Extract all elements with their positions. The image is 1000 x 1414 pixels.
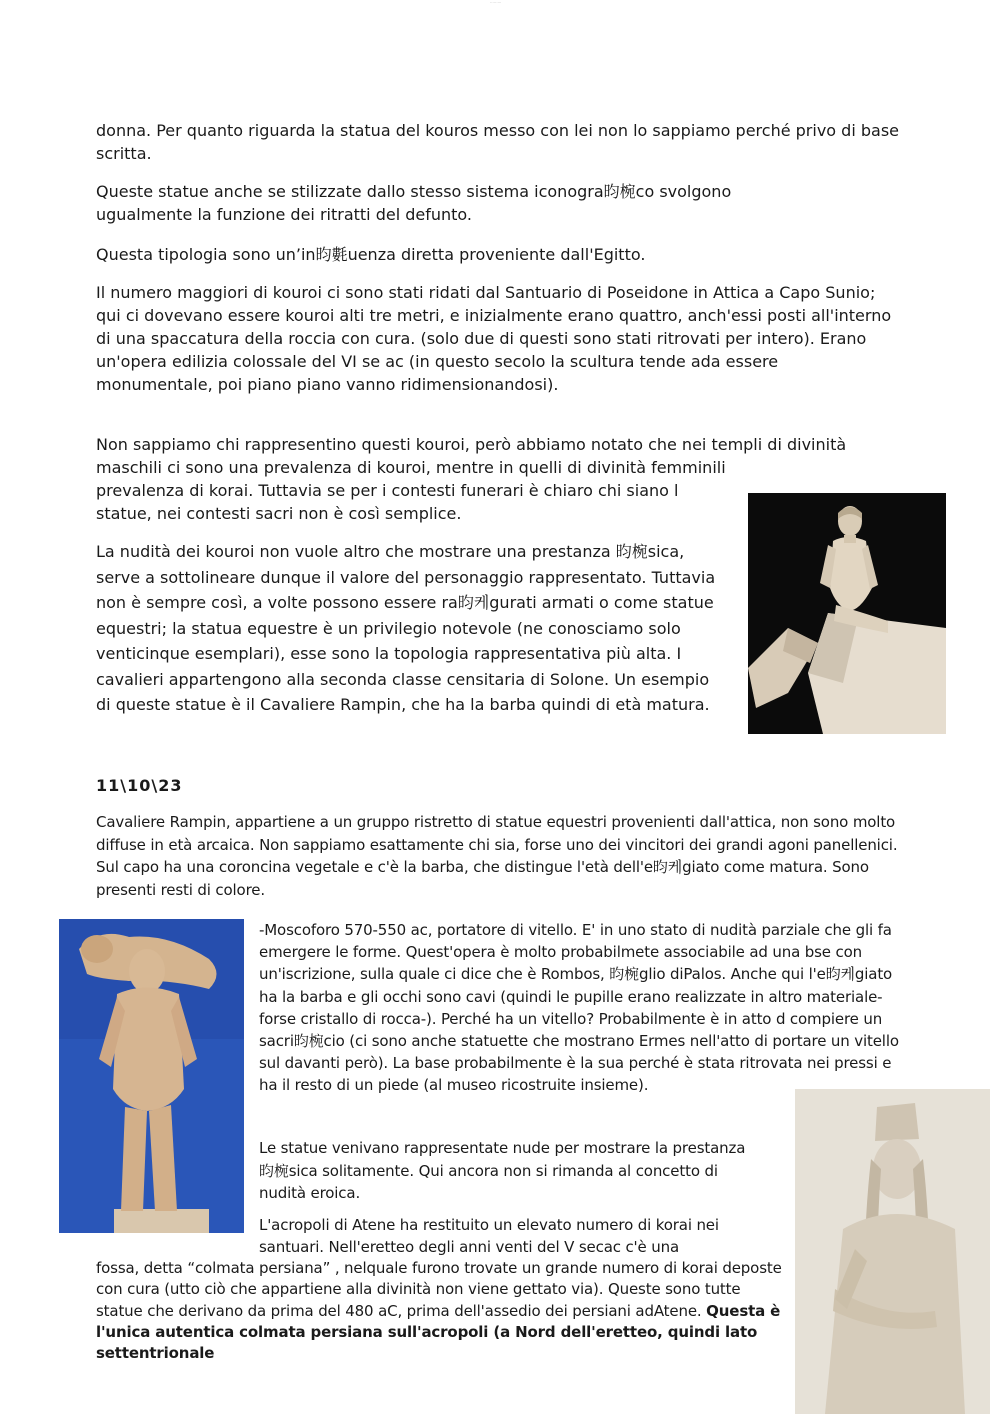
moscoforo-statue-illustration — [59, 919, 244, 1233]
kouros-statue-illustration — [748, 493, 946, 734]
paragraph-iconographic-system: Queste statue anche se stilizzate dallo stesso sistema iconogra昀椀co svolgono ugualmente la funzione dei ritratti del defunto. — [96, 182, 732, 224]
paragraph-moscoforo: -Moscoforo 570-550 ac, portatore di vitello. E' in uno stato di nudità parziale che gli fa emergere le forme. Quest'opera è molto probabilmete associabile ad una bse con un'iscrizione, sulla quale ci dice che è Rombos, 昀椀glio diPalos. Anche qui l'e昀케giato ha la barba e gli occhi sono cavi (quindi le pupille erano realizzate in altro materiale- forse cristallo di rocca-). Perché ha un vitello? Probabilmente è in atto d compiere un sacri昀椀cio (ci sono anche statuette che mostrano Ermes nell'atto di portare un vitello sul davanti però). La base probabilmente è la sua perché è stata ritrovata nei pressi e ha il resto di un piede (al museo ricostruite insieme). — [259, 921, 899, 1095]
colmata-persiana-bold-text: Questa è l'unica autentica colmata persiana sull'acropoli (a Nord dell'eretteo, quindi lato settentrionale — [96, 1301, 781, 1363]
paragraph-nudity-kouroi: La nudità dei kouroi non vuole altro che mostrare una prestanza 昀椀sica, serve a sottolineare dunque il valore del personaggio rappresentato. Tuttavia non è sempre così, a volte possono essere ra昀케gurati armati o come statue equestri; la statua equestre è un privilegio notevole (ne conosciamo solo venticinque esemplari), esse sono la topologia rappresentativa più alta. I cavalieri appartengono alla seconda classe censitaria di Solone. Un esempio di queste statue è il Cavaliere Rampin, che ha la barba quindi di età matura. — [96, 542, 716, 714]
paragraph-egypt-influence: Questa tipologia sono un’in昀氀uenza diretta proveniente dall'Egitto. — [96, 245, 646, 264]
page-watermark: ········· — [490, 0, 502, 5]
paragraph-cavaliere-rampin: Cavaliere Rampin, appartiene a un gruppo ristretto di statue equestri provenienti dall'attica, non sono molto diffuse in età arcaica. Non sappiamo esattamente chi sia, forse uno dei vincitori dei grandi agoni panellenici. Sul capo ha una coroncina vegetale e c'è la barba, che distingue l'età dell'e昀케giato come matura. Sono presenti resti di colore. — [96, 813, 898, 899]
moscoforo-statue-photo — [59, 919, 244, 1233]
paragraph-nude-statues: Le statue venivano rappresentate nude per mostrare la prestanza 昀椀sica solitamente. Qui ancora non si rimanda al concetto di nudità eroica. — [259, 1139, 746, 1202]
paragraph-kouros-base: donna. Per quanto riguarda la statua del kouros messo con lei non lo sappiamo perché privo di base scritta. — [96, 121, 899, 163]
paragraph-acropoli-korai: L'acropoli di Atene ha restituito un elevato numero di korai nei santuari. Nell'eretteo degli anni venti del V secac c'è una — [259, 1216, 719, 1256]
kore-statue-illustration — [795, 1089, 990, 1414]
kouros-statue-photo — [748, 493, 946, 734]
paragraph-korai-contexts: prevalenza di korai. Tuttavia se per i contesti funerari è chiaro chi siano l statue, nei contesti sacri non è così semplice. — [96, 481, 679, 523]
paragraph-colmata-persiana — [96, 1258, 786, 1364]
kore-statue-photo — [795, 1089, 990, 1414]
colmata-persiana-text: fossa, detta “colmata persiana” , nelquale furono trovate un grande numero di korai deposte con cura (utto ciò che appartiene alla divinità non viene gettato via). Queste sono tutte statue che derivano da prima del 480 aC, prima dell'assedio dei persiani adAtene. — [96, 1259, 782, 1320]
paragraph-capo-sunio: Il numero maggiori di kouroi ci sono stati ridati dal Santuario di Poseidone in Attica a Capo Sunio; qui ci dovevano essere kouroi alti tre metri, e inizialmente erano quattro, anch'essi posti all'interno di una spaccatura della roccia con cura. (solo due di questi sono stati ritrovati per intero). Erano un'opera edilizia colossale del VI se ac (in questo secolo la scultura tende ada essere monumentale, poi piano piano vanno ridimensionandosi). — [96, 283, 892, 394]
section-date: 11\10\23 — [96, 776, 183, 795]
paragraph-kouroi-temples: Non sappiamo chi rappresentino questi kouroi, però abbiamo notato che nei templi di divinità maschili ci sono una prevalenza di kouroi, mentre in quelli di divinità femminili — [96, 435, 847, 477]
